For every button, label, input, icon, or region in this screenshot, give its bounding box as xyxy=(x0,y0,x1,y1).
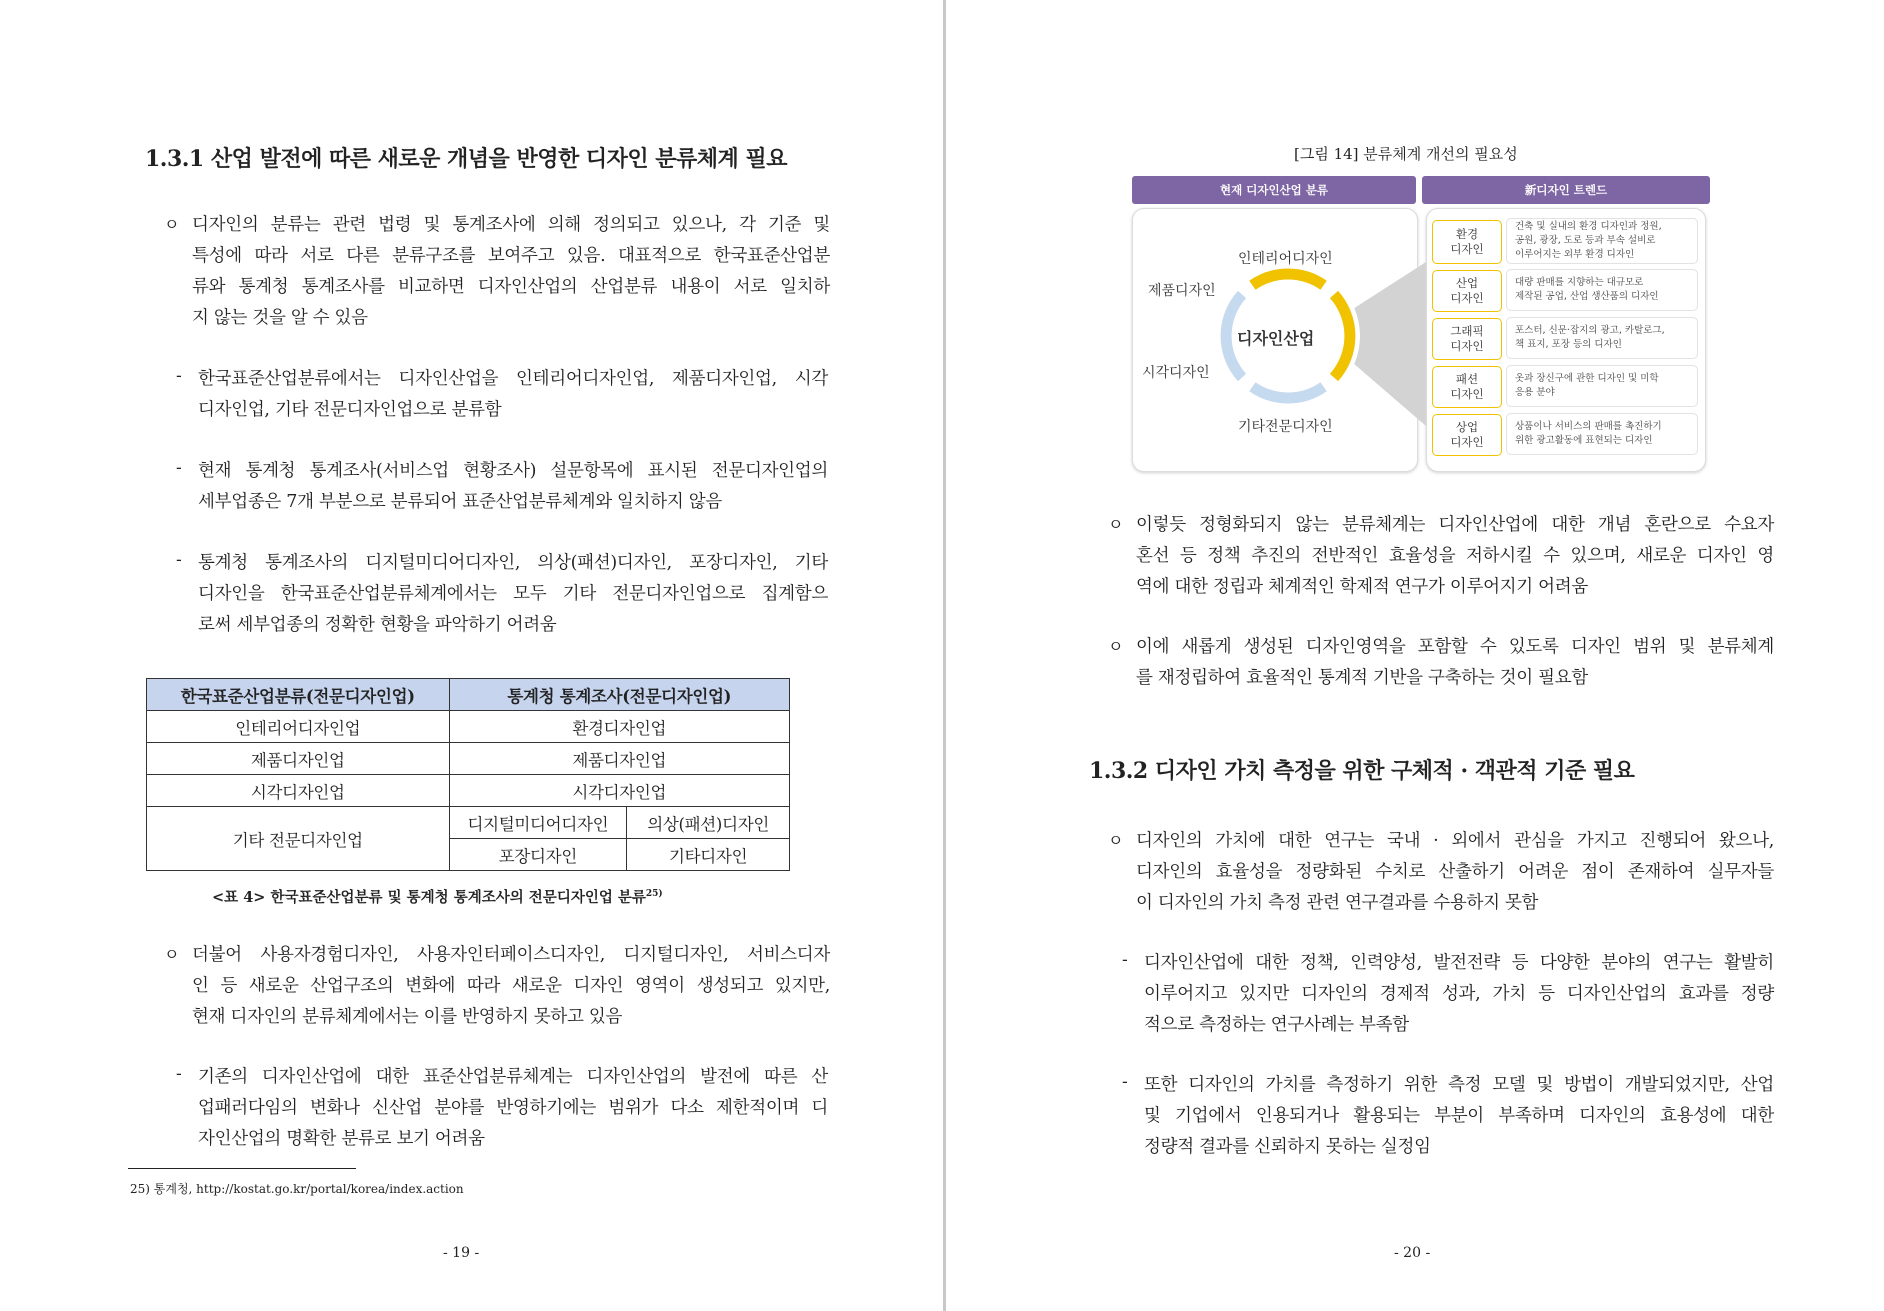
text-line: 또한 디자인의 가치를 측정하기 위한 측정 모델 및 방법이 개발되었지만, 산업 xyxy=(1144,1075,1774,1095)
dash-paragraph xyxy=(1122,1070,1774,1163)
text-line: 세부업종은 7개 부분으로 분류되어 표준산업분류체계와 일치하지 않음 xyxy=(198,492,722,512)
trend-desc-commercial xyxy=(1506,413,1698,455)
table-cell: 제품디자인업 xyxy=(449,743,789,775)
table-caption xyxy=(212,886,663,907)
bullet-marker: ㅇ xyxy=(1108,515,1124,534)
page-number: - 20 - xyxy=(1394,1245,1431,1261)
text-line: 이에 새롭게 생성된 디자인영역을 포함할 수 있도록 디자인 범위 및 분류체계 xyxy=(1136,637,1774,657)
text-line: 특성에 따라 서로 다른 분류구조를 보여주고 있음. 대표적으로 한국표준산업분 xyxy=(192,246,830,266)
table-cell: 기타 전문디자인업 xyxy=(147,807,450,871)
trend-desc-text: 제작된 공업, 산업 생산품의 디자인 xyxy=(1515,291,1659,302)
trend-name-text: 디자인 xyxy=(1450,435,1484,449)
ring-label-visual: 시각디자인 xyxy=(1142,365,1210,381)
ring-label-product: 제품디자인 xyxy=(1148,283,1216,299)
trend-desc-text: 옷과 장신구에 관한 디자인 및 미학 xyxy=(1515,373,1659,384)
classification-table xyxy=(146,678,790,871)
trend-name-commercial xyxy=(1432,414,1502,456)
bullet-marker: ㅇ xyxy=(164,215,180,234)
text-line: 역에 대한 정립과 체계적인 학제적 연구가 이루어지기 어려움 xyxy=(1136,577,1588,597)
text-line: 인 등 새로운 산업구조의 변화에 따라 새로운 디자인 영역이 생성되고 있지만, xyxy=(192,976,830,996)
trend-name-industrial xyxy=(1432,270,1502,312)
trend-name-graphic xyxy=(1432,318,1502,360)
trend-name-text: 환경 xyxy=(1455,227,1479,241)
text-line: 이루어지고 있지만 디자인의 경제적 성과, 가치 등 디자인산업의 효과를 정량 xyxy=(1144,984,1774,1004)
trend-name-text: 디자인 xyxy=(1450,291,1484,305)
bullet-paragraph xyxy=(1108,632,1774,694)
table-header: 한국표준산업분류(전문디자인업) xyxy=(147,679,450,711)
table-header: 통계청 통계조사(전문디자인업) xyxy=(449,679,789,711)
classification-figure xyxy=(1132,176,1710,476)
bullet-marker: ㅇ xyxy=(1108,831,1124,850)
trend-name-fashion xyxy=(1432,366,1502,408)
figure-header-trend: 新디자인 트렌드 xyxy=(1422,176,1710,204)
dash-marker: - xyxy=(176,366,182,386)
table-cell: 디지털미디어디자인 xyxy=(449,807,627,839)
table-header-row xyxy=(147,679,790,711)
trend-desc-industrial xyxy=(1506,269,1698,311)
footnote-divider xyxy=(128,1168,356,1169)
section-title-1-3-2: 1.3.2 디자인 가치 측정을 위한 구체적 · 객관적 기준 필요 xyxy=(1089,758,1635,784)
trend-desc-text: 대량 판매를 지향하는 대규모로 xyxy=(1515,277,1644,288)
table-row xyxy=(147,775,790,807)
text-line: 현재 디자인의 분류체계에서는 이를 반영하지 못하고 있음 xyxy=(192,1007,623,1027)
trend-name-text: 디자인 xyxy=(1450,339,1484,353)
text-line: 지 않는 것을 알 수 있음 xyxy=(192,308,368,328)
trend-desc-text: 이루어지는 외부 환경 디자인 xyxy=(1515,249,1635,260)
trend-desc-text: 공원, 광장, 도로 등과 부속 설비로 xyxy=(1515,235,1656,246)
trend-desc-text: 응용 분야 xyxy=(1515,387,1555,398)
trend-desc-text: 건축 및 실내의 환경 디자인과 정원, xyxy=(1515,221,1662,232)
text-line: 이 디자인의 가치 측정 관련 연구결과를 수용하지 못함 xyxy=(1136,893,1539,913)
trend-name-text: 상업 xyxy=(1455,420,1479,434)
text-line: 류와 통계청 통계조사를 비교하면 디자인산업의 산업분류 내용이 서로 일치하 xyxy=(192,277,830,297)
footnote-ref: 25) xyxy=(645,889,663,900)
text-line: 디자인의 가치에 대한 연구는 국내 · 외에서 관심을 가지고 진행되어 왔으나, xyxy=(1136,831,1774,851)
text-line: 디자인을 한국표준산업분류체계에서는 모두 기타 전문디자인업으로 집계함으 xyxy=(198,584,828,604)
trend-desc-graphic xyxy=(1506,317,1698,359)
text-line: 를 재정립하여 효율적인 통계적 기반을 구축하는 것이 필요함 xyxy=(1136,668,1588,688)
table-row xyxy=(147,711,790,743)
section-title-1-3-1: 1.3.1 산업 발전에 따른 새로운 개념을 반영한 디자인 분류체계 필요 xyxy=(145,146,787,172)
text-line: 자인산업의 명확한 분류로 보기 어려움 xyxy=(198,1129,485,1149)
table-cell: 시각디자인업 xyxy=(147,775,450,807)
table-caption-text: <표 4> 한국표준산업분류 및 통계청 통계조사의 전문디자인업 분류 xyxy=(212,889,646,906)
text-line: 로써 세부업종의 정확한 현황을 파악하기 어려움 xyxy=(198,615,557,635)
dash-paragraph xyxy=(1122,948,1774,1041)
table-row xyxy=(147,807,790,839)
footnote: 25) 통계청, http://kostat.go.kr/portal/korea/index.action xyxy=(130,1182,464,1196)
ring-center-label: 디자인산업 xyxy=(1237,329,1315,348)
trend-name-text: 디자인 xyxy=(1450,242,1484,256)
trend-desc-text: 책 표지, 포장 등의 디자인 xyxy=(1515,339,1622,350)
text-line: 이렇듯 정형화되지 않는 분류체계는 디자인산업에 대한 개념 혼란으로 수요자 xyxy=(1136,515,1774,535)
page-number: - 19 - xyxy=(443,1245,480,1261)
ring-label-other: 기타전문디자인 xyxy=(1238,419,1333,435)
trend-name-environment xyxy=(1432,220,1502,264)
trend-desc-fashion xyxy=(1506,365,1698,407)
text-line: 디자인산업에 대한 정책, 인력양성, 발전전략 등 다양한 분야의 연구는 활발히 xyxy=(1144,953,1774,973)
bullet-marker: ㅇ xyxy=(1108,637,1124,656)
table-cell: 기타디자인 xyxy=(627,839,790,871)
text-line: 혼선 등 정책 추진의 전반적인 효율성을 저하시킬 수 있으며, 새로운 디자인 영 xyxy=(1136,546,1774,566)
dash-marker: - xyxy=(1122,1072,1128,1092)
text-line: 업패러다임의 변화나 신산업 분야를 반영하기에는 범위가 다소 제한적이며 디 xyxy=(198,1098,828,1118)
trend-desc-text: 상품이나 서비스의 판매를 촉진하기 xyxy=(1515,421,1662,432)
table-cell: 인테리어디자인업 xyxy=(147,711,450,743)
table-cell: 제품디자인업 xyxy=(147,743,450,775)
text-line: 통계청 통계조사의 디지털미디어디자인, 의상(패션)디자인, 포장디자인, 기타 xyxy=(198,553,828,573)
table-cell: 시각디자인업 xyxy=(449,775,789,807)
ring-label-interior: 인테리어디자인 xyxy=(1238,251,1333,267)
dash-paragraph xyxy=(176,364,828,426)
dash-marker: - xyxy=(176,1064,182,1084)
text-line: 디자인업, 기타 전문디자인업으로 분류함 xyxy=(198,400,502,420)
dash-marker: - xyxy=(176,550,182,570)
dash-marker: - xyxy=(176,458,182,478)
table-cell: 의상(패션)디자인 xyxy=(627,807,790,839)
bullet-paragraph xyxy=(164,210,830,334)
text-line: 정량적 결과를 신뢰하지 못하는 실정임 xyxy=(1144,1137,1431,1157)
figure-header-current: 현재 디자인산업 분류 xyxy=(1132,176,1416,204)
bullet-paragraph xyxy=(164,940,830,1033)
bullet-paragraph xyxy=(1108,826,1774,919)
text-line: 디자인의 분류는 관련 법령 및 통계조사에 의해 정의되고 있으나, 각 기준 및 xyxy=(192,215,830,235)
table-cell: 포장디자인 xyxy=(449,839,627,871)
text-line: 한국표준산업분류에서는 디자인산업을 인테리어디자인업, 제품디자인업, 시각 xyxy=(198,369,828,389)
page-20 xyxy=(946,0,1884,1311)
figure-title: [그림 14] 분류체계 개선의 필요성 xyxy=(1294,145,1518,163)
trend-name-text: 디자인 xyxy=(1450,387,1484,401)
dash-paragraph xyxy=(176,1062,828,1155)
trend-desc-text: 포스터, 신문·잡지의 광고, 카탈로그, xyxy=(1515,325,1665,336)
dash-marker: - xyxy=(1122,950,1128,970)
bullet-paragraph xyxy=(1108,510,1774,603)
trend-desc-environment xyxy=(1506,218,1698,264)
trend-name-text: 그래픽 xyxy=(1450,324,1484,338)
text-line: 기존의 디자인산업에 대한 표준산업분류체계는 디자인산업의 발전에 따른 산 xyxy=(198,1067,828,1087)
text-line: 디자인의 효율성을 정량화된 수치로 산출하기 어려운 점이 존재하여 실무자들 xyxy=(1136,862,1774,882)
text-line: 더불어 사용자경험디자인, 사용자인터페이스디자인, 디지털디자인, 서비스디자 xyxy=(192,945,830,965)
trend-name-text: 패션 xyxy=(1455,372,1479,386)
table-row xyxy=(147,743,790,775)
trend-name-text: 산업 xyxy=(1455,276,1479,290)
text-line: 적으로 측정하는 연구사례는 부족함 xyxy=(1144,1015,1409,1035)
dash-paragraph xyxy=(176,548,828,641)
text-line: 현재 통계청 통계조사(서비스업 현황조사) 설문항목에 표시된 전문디자인업의 xyxy=(198,461,828,481)
text-line: 및 기업에서 인용되거나 활용되는 부분이 부족하며 디자인의 효용성에 대한 xyxy=(1144,1106,1774,1126)
trend-desc-text: 위한 광고활동에 표현되는 디자인 xyxy=(1515,435,1653,446)
dash-paragraph xyxy=(176,456,828,518)
bullet-marker: ㅇ xyxy=(164,945,180,964)
table-cell: 환경디자인업 xyxy=(449,711,789,743)
